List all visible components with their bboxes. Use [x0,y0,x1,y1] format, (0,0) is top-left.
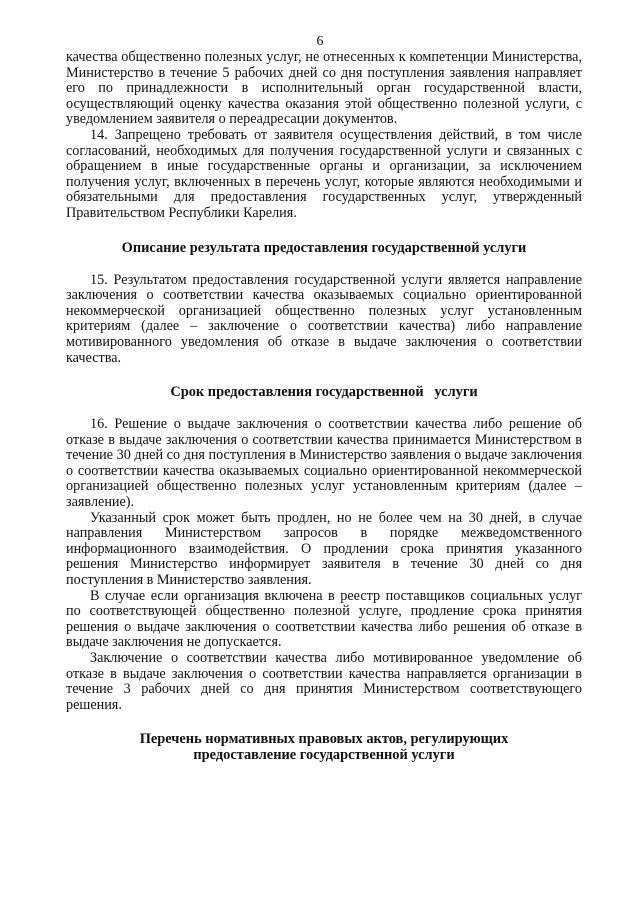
document-body [66,50,582,763]
heading-acts-line1: Перечень нормативных правовых актов, регулирующих [139,731,509,748]
paragraph-16-send: Заключение о соответствии качества либо мотивированное уведомление об отказе в выдаче заключения о соответствии качества направляется организации в течение 3 рабочих дней со дня принятия Министерством соответствующего решения. [66,650,582,713]
paragraph-15: 15. Результатом предоставления государственной услуги является направление заключения о соответствии качества оказываемых социально ориентированной некоммерческой организацией общественно полезных услуг установленным критериям (далее – заключение о соответствии качества) либо направление мотивированного уведомления об отказе в выдаче заключения о соответствии качества. [66,271,582,366]
heading-acts-line2: предоставление государственной услуги [193,747,455,764]
paragraph-16-extend: Указанный срок может быть продлен, но не более чем на 30 дней, в случае направления Министерством запросов в порядке межведомственного информационного взаимодействия. О продлении срока принятия указанного решения Министерство информирует заявителя в течение 30 дней со дня поступления в Министерство заявления. [66,509,582,589]
paragraph-16: 16. Решение о выдаче заключения о соответствии качества либо решение об отказе в выдаче заключения о соответствии качества принимается Министерством в течение 30 дней со дня поступления в Министерство заявления о выдаче заключения о соответствии качества оказываемых социально ориентированной некоммерческой организацией общественно полезных услуг установленным критериям (далее – заявление). [66,416,582,511]
heading-term: Срок предоставления государственной услуги [170,384,478,401]
paragraph-14: 14. Запрещено требовать от заявителя осуществления действий, в том числе согласований, необходимых для получения государственной услуги и связанных с обращением в иные государственные органы и организации, за исключением получения услуг, включенных в перечень услуг, которые являются необходимыми и обязательными для предоставления государственных услуг, утвержденный Правительством Республики Карелия. [66,126,582,221]
paragraph-continued: качества общественно полезных услуг, не отнесенных к компетенции Министерства, Министерство в течение 5 рабочих дней со дня поступления заявления направляет его по принадлежности в исполнительный орган государственной власти, осуществляющий оценку качества оказания этой общественно полезной услуги, с уведомлением заявителя о переадресации документов. [66,49,582,128]
heading-result: Описание результата предоставления государственной услуги [121,239,527,256]
paragraph-16-registry: В случае если организация включена в реестр поставщиков социальных услуг по соответствующей общественно полезной услуге, продление срока принятия решения о выдаче заключения о соответствии качества либо решения об отказе в выдаче заключения не допускается. [66,587,582,651]
page-number: 6 [316,34,324,49]
